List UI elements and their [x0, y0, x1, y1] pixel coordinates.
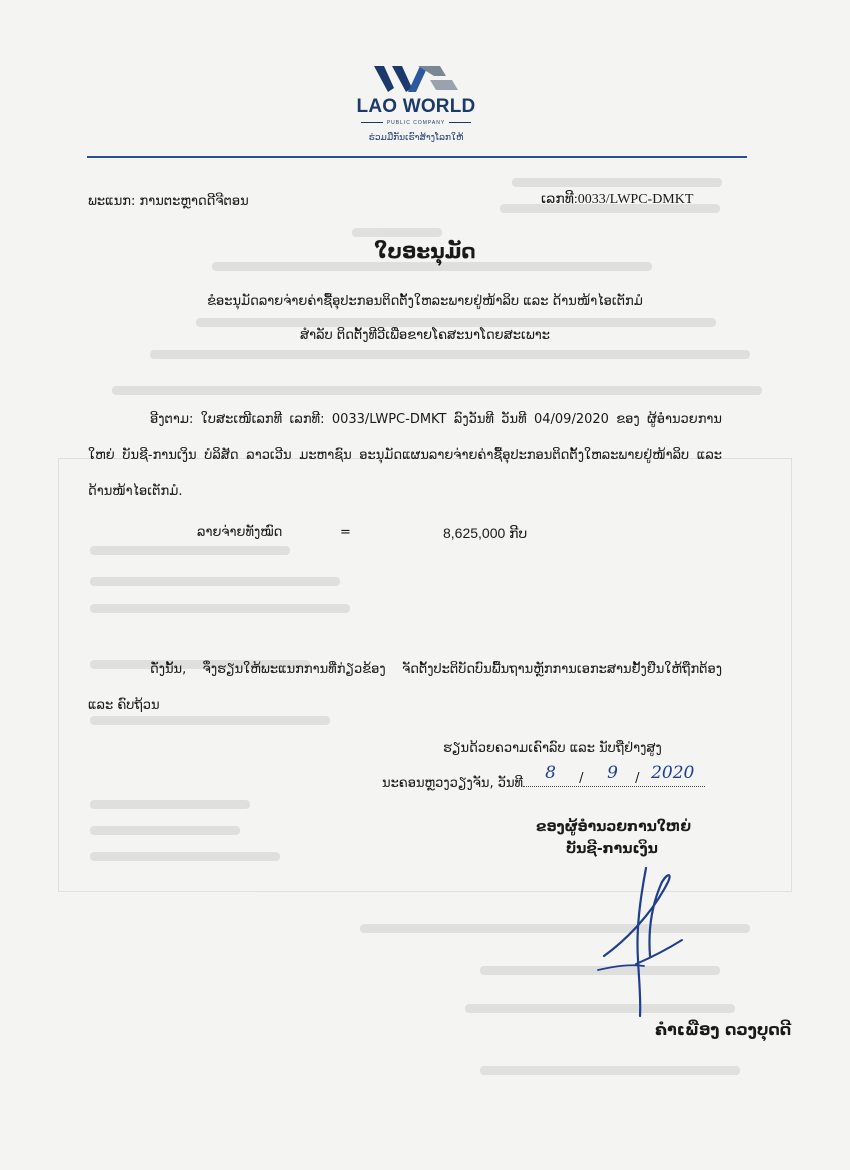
signatory-title-line-1: ຂອງຜູ້ອຳນວຍການໃຫຍ່ [536, 819, 692, 835]
total-equals: = [340, 525, 351, 540]
department-label: ພະແນກ: ການຕະຫຼາດດີຈີຕອນ [88, 194, 249, 209]
subject-line-1: ຂໍອະນຸມັດລາຍຈ່າຍຄ່າຊື້ອຸປະກອນຕິດຕັ້ງໃຫລະພາຍຢູ່ໜ້າລິບ ແລະ ດ້ານໜ້າໄອເຕັກມໍ [207, 294, 643, 309]
header-divider [87, 156, 747, 158]
signatory-title-line-2: ບັນຊີ-ການເງິນ [566, 841, 658, 857]
date-day: 8 [545, 763, 556, 783]
lao-world-logo-icon [370, 62, 462, 96]
subject-line-2: ສຳລັບ ຕິດຕັ້ງທີວີເພື່ອຂາຍໂຄສະນາໂດຍສະເພາະ [300, 328, 550, 343]
place-date-line [382, 763, 705, 793]
closing-respect: ຮຽນດ້ວຍຄວາມເຄົາລົບ ແລະ ນັບຖືຢ່າງສູງ [443, 741, 662, 756]
place-date-prefix: ນະຄອນຫຼວງວຽງຈັນ, ວັນທີ [382, 776, 524, 791]
date-month: 9 [607, 763, 618, 783]
date-separator-1: / [579, 771, 584, 786]
total-label: ລາຍຈ່າຍທັງໝົດ [197, 525, 283, 540]
company-name: LAO WORLD [356, 96, 476, 117]
document-title: ໃບອະນຸມັດ [374, 239, 476, 263]
company-subtitle: PUBLIC COMPANY [336, 120, 496, 126]
handwritten-signature [596, 860, 706, 1020]
handwritten-date [523, 763, 705, 787]
company-logo [336, 62, 496, 157]
reference-paragraph: ອີງຕາມ: ໃບສະເໜີເລກທີ ເລກທີ: 0033/LWPC-DMKT ລົງວັນທີ ວັນທີ 04/09/2020 ຂອງ ຜູ້ອຳນວຍການໃຫຍ່ ບັນຊີ-ການເງິນ ບໍລິສັດ ລາວເວີນ ມະຫາຊົນ ອະນຸມັດແຜນລາຍຈ່າຍຄ່າຊື້ອຸປະກອນຕິດຕັ້ງໃຫລະພາຍຢູ່ໜ້າລິບ ແລະ ດ້ານໜ້າໄອເຕັກມໍ. [88, 412, 722, 499]
company-tagline: ຮ່ວມມືກັນເຮົາສ້າງໂລກໃຫ້ [368, 133, 464, 143]
reference-number: ເລກທີ:0033/LWPC-DMKT [541, 192, 694, 207]
instruction-paragraph: ດັ່ງນັ້ນ, ຈຶ່ງຮຽນໃຫ້ພະແນກການທີ່ກ່ຽວຂ້ອງ ຈັດຕັ້ງປະຕິບັດບົນພື້ນຖານຫຼັກການເອກະສານຢັ້ງຢືນໃຫ້ຖືກຕ້ອງ ແລະ ຄົບຖ້ວນ [88, 662, 722, 713]
date-separator-2: / [635, 771, 640, 786]
signer-name: ຄຳເພືອງ ດວງບຸດດີ [655, 1020, 792, 1039]
date-year: 2020 [651, 763, 695, 783]
total-value: 8,625,000 ກີບ [443, 525, 528, 541]
